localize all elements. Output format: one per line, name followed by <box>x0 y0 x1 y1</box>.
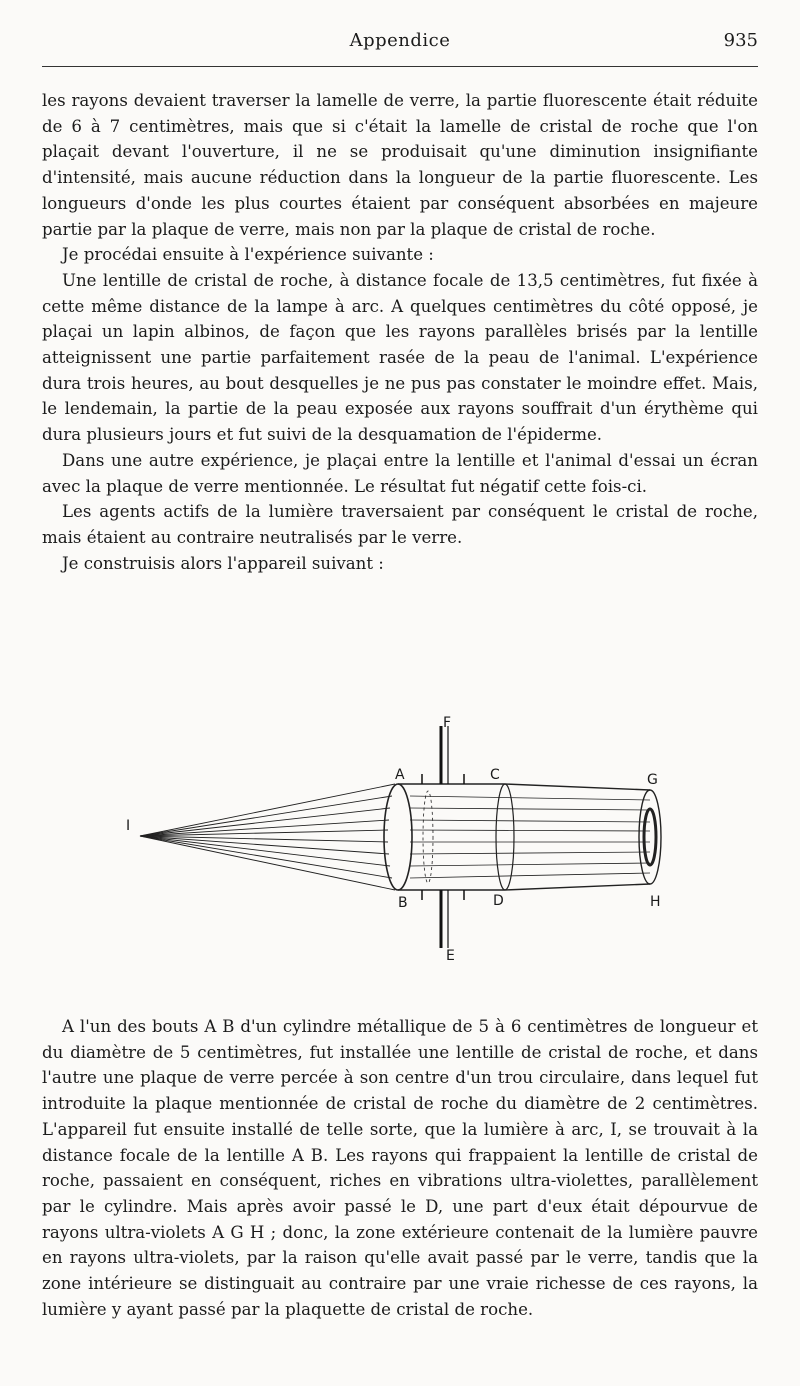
page-header <box>42 30 758 62</box>
paragraph-lens-experiment: Une lentille de cristal de roche, à distance focale de 13,5 centimètres, fut fixée à cette même distance de la lampe à arc. A quelques centimètres du côté opposé, je plaçai un lapin albinos, de façon que les rayons parallèles brisés par la lentille atteignissent une partie parfaitement rasée de la peau de l'animal. L'expérience dura trois heures, au bout desquelles je ne pus pas constater le moindre effet. Mais, le lendemain, la partie de la peau exposée aux rayons souffrait d'un érythème qui dura plusieurs jours et fut suivi de la desquamation de l'épiderme. <box>42 270 758 445</box>
label-d: D <box>493 893 504 909</box>
running-title: Appendice <box>349 30 451 51</box>
page-number: 935 <box>723 30 758 51</box>
upper-text-block <box>42 88 758 576</box>
lens-ab <box>384 784 412 890</box>
parallel-rays <box>410 796 650 878</box>
paragraph-experiment-intro: Je procédai ensuite à l'expérience suivante : <box>62 245 434 265</box>
label-e: E <box>446 948 455 962</box>
label-b: B <box>398 895 408 911</box>
label-c: C <box>490 767 500 783</box>
apparatus-figure <box>110 712 710 962</box>
plate-cd <box>496 784 514 890</box>
paragraph-continuation: les rayons devaient traverser la lamelle de verre, la partie fluorescente était réduite de 6 à 7 centimètres, mais que si c'était la lamelle de cristal de roche que l'on plaçait devant l'ouverture, il ne se produisait qu'une diminution insignifiante d'intensité, mais aucune réduction dans la longueur de la partie fluorescente. Les longueurs d'onde les plus courtes étaient par conséquent absorbées en majeure partie par la plaque de verre, mais non par la plaque de cristal de roche. <box>42 91 758 239</box>
label-i: I <box>126 818 131 834</box>
paragraph-conclusion: Les agents actifs de la lumière traversaient par conséquent le cristal de roche, mais étaient au contraire neutralisés par le verre. <box>42 502 758 547</box>
paragraph-screen-experiment: Dans une autre expérience, je plaçai entre la lentille et l'animal d'essai un écran avec la plaque de verre mentionnée. Le résultat fut négatif cette fois-ci. <box>42 450 758 496</box>
label-g: G <box>647 772 658 788</box>
support-rod <box>422 726 464 948</box>
label-a: A <box>395 767 405 783</box>
paragraph-apparatus-description: A l'un des bouts A B d'un cylindre métallique de 5 à 6 centimètres de longueur et du diamètre de 5 centimètres, fut installée une lentille de cristal de roche, et dans l'autre une plaque de verre percée à son centre d'un trou circulaire, dans lequel fut introduite la plaque mentionnée de cristal de roche du diamètre de 2 centimètres. L'appareil fut ensuite installé de telle sorte, que la lumière à arc, I, se trouvait à la distance focale de la lentille A B. Les rayons qui frappaient la lentille de cristal de roche, passaient en conséquent, riches en vibrations ultra-violettes, parallèlement par le cylindre. Mais après avoir passé le D, une part d'eux était dépourvue de rayons ultra-violets A G H ; donc, la zone extérieure contenait de la lumière pauvre en rayons ultra-violets, par la raison qu'elle avait passé par le verre, tandis que la zone intérieure se distinguait au contraire par une vraie richesse de ces rayons, la lumière y ayant passé par la plaquette de cristal de roche. <box>42 1017 758 1319</box>
screen-gh <box>639 790 661 884</box>
lower-text-block <box>42 1014 758 1322</box>
label-h: H <box>650 894 661 910</box>
cylinder <box>384 784 514 890</box>
label-f: F <box>443 715 452 731</box>
apparatus-diagram <box>110 712 710 962</box>
paragraph-apparatus-intro: Je construisis alors l'appareil suivant : <box>62 553 384 573</box>
incident-rays <box>140 784 395 890</box>
header-rule <box>42 66 758 67</box>
